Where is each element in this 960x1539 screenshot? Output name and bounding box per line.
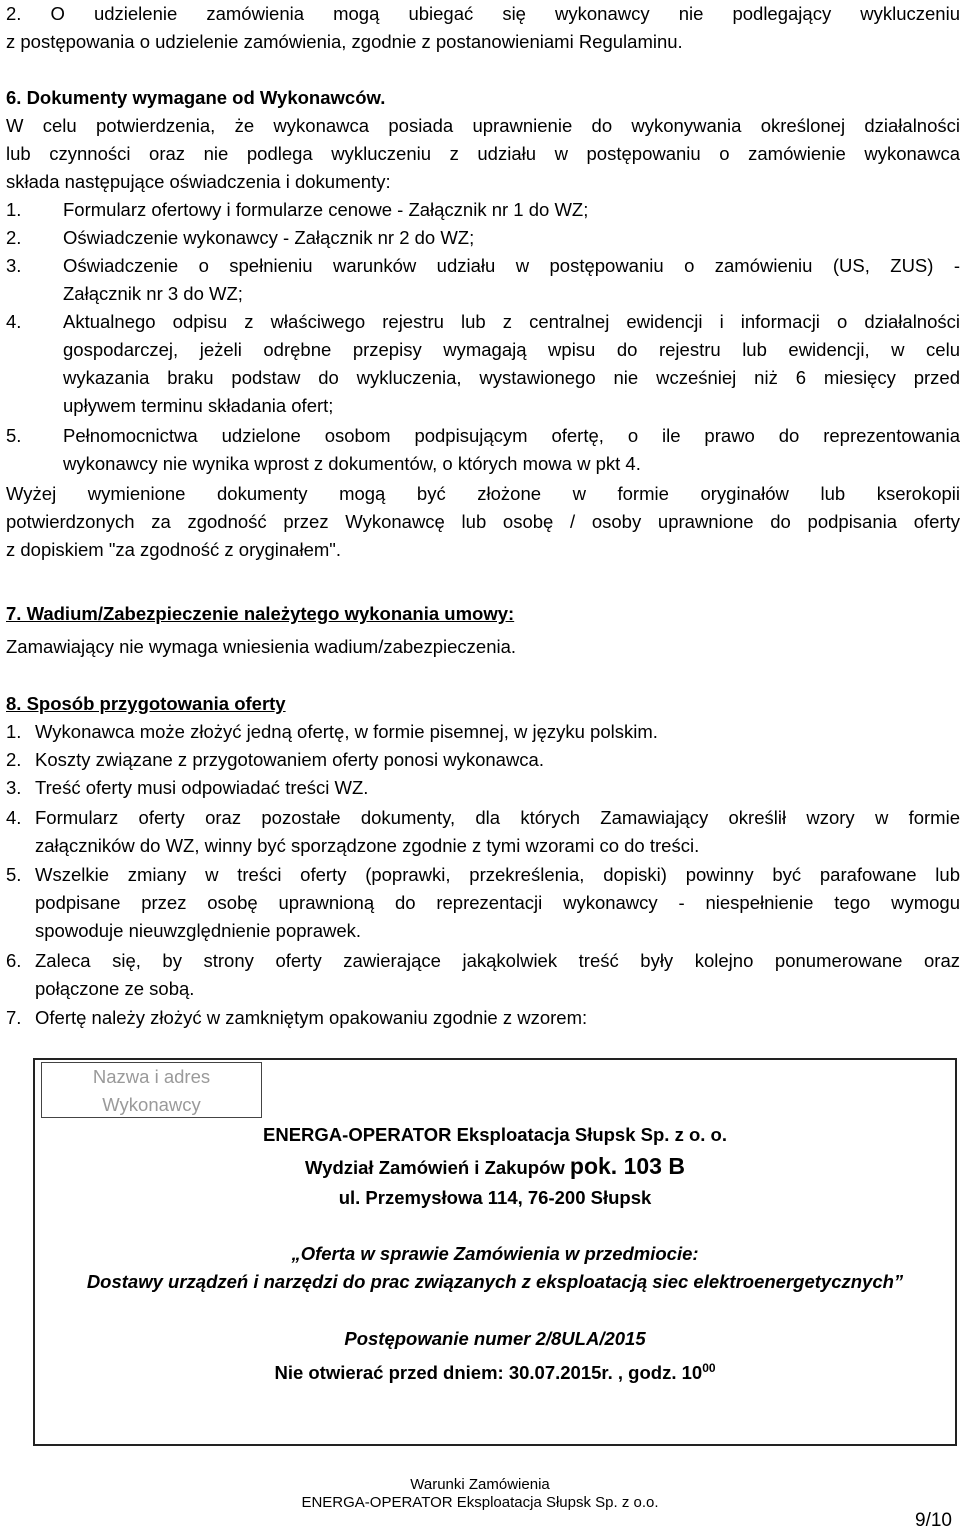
page-number: 9/10: [915, 1510, 952, 1531]
footer-title: Warunki Zamówienia: [410, 1476, 550, 1493]
section-6-intro-line: składa następujące oświadczenia i dokumenty:: [6, 171, 391, 192]
offer-subject: „Oferta w sprawie Zamówienia w przedmiocie:: [291, 1243, 699, 1264]
sender-label-line: Wykonawcy: [102, 1094, 201, 1115]
para-2-line-1: 2. O udzielenie zamówienia mogą ubiegać się wykonawcy nie podlegający wykluczeniu: [6, 3, 960, 24]
closing-line: z dopiskiem "za zgodność z oryginałem".: [6, 539, 341, 560]
section-8-heading: 8. Sposób przygotowania oferty: [6, 693, 286, 714]
list-item-text: Treść oferty musi odpowiadać treści WZ.: [35, 777, 369, 798]
list-item-text: spowoduje nieuwzględnienie poprawek.: [35, 920, 362, 941]
sender-label-line: Nazwa i adres: [92, 1066, 211, 1087]
list-item-text: upływem terminu składania ofert;: [63, 395, 334, 416]
list-item-text: wykazania braku podstaw do wykluczenia, wystawionego nie wcześniej niż 6 miesięcy przed: [63, 367, 960, 388]
list-number: 2.: [6, 749, 22, 770]
list-number: 3.: [6, 255, 22, 276]
list-number: 2.: [6, 227, 22, 248]
list-number: 4.: [6, 311, 22, 332]
section-7-text: Zamawiający nie wymaga wniesienia wadium/zabezpieczenia.: [6, 636, 517, 657]
list-item-text: Koszty związane z przygotowaniem oferty ponosi wykonawca.: [35, 749, 544, 770]
list-number: 6.: [6, 950, 22, 971]
list-item-text: wykonawcy nie wynika wprost z dokumentów, o których mowa w pkt 4.: [63, 453, 641, 474]
list-item-text: Załącznik nr 3 do WZ;: [63, 283, 243, 304]
sender-address-box: [41, 1062, 262, 1118]
list-number: 1.: [6, 721, 22, 742]
procedure-number: Postępowanie numer 2/8ULA/2015: [344, 1328, 646, 1349]
list-number: 1.: [6, 199, 22, 220]
room-number: pok. 103 B: [569, 1153, 685, 1179]
list-number: 4.: [6, 807, 22, 828]
list-item-text: gospodarczej, jeżeli odrębne przepisy wymagają wpisu do rejestru lub ewidencji, w celu: [63, 339, 960, 360]
list-item-text: Aktualnego odpisu z właściwego rejestru lub z centralnej ewidencji i informacji o działalności: [63, 311, 960, 332]
list-item-text: Ofertę należy złożyć w zamkniętym opakowaniu zgodnie z wzorem:: [35, 1007, 588, 1028]
section-6-intro-line: lub czynności oraz nie podlega wykluczeniu z udziału w postępowaniu o zamówienie wykonawca: [6, 143, 960, 164]
do-not-open-notice: [33, 1354, 957, 1387]
closing-line: potwierdzonych za zgodność przez Wykonawcę lub osobę / osoby uprawnione do podpisania oferty: [6, 511, 960, 532]
list-number: 3.: [6, 777, 22, 798]
do-not-open-text: Nie otwierać przed dniem: 30.07.2015r. , godz. 10: [274, 1362, 703, 1384]
list-item-text: Pełnomocnictwa udzielone osobom podpisującym ofertę, o ile prawo do reprezentowania: [63, 425, 960, 446]
footer-company: ENERGA-OPERATOR Eksploatacja Słupsk Sp. z o.o.: [301, 1494, 659, 1511]
list-item-text: podpisane przez osobę uprawnioną do reprezentacji wykonawcy - niespełnienie tego wymogu: [35, 892, 960, 913]
time-minutes: 00: [702, 1361, 716, 1375]
recipient-company: ENERGA-OPERATOR Eksploatacja Słupsk Sp. z o. o.: [263, 1124, 727, 1145]
list-item-text: załączników do WZ, winny być sporządzone zgodnie z tymi wzorami co do treści.: [35, 835, 700, 856]
list-item-text: Oświadczenie wykonawcy - Załącznik nr 2 do WZ;: [63, 227, 475, 248]
recipient-department: [33, 1152, 957, 1182]
list-item-text: Wykonawca może złożyć jedną ofertę, w formie pisemnej, w języku polskim.: [35, 721, 658, 742]
para-2-line-2: z postępowania o udzielenie zamówienia, zgodnie z postanowieniami Regulaminu.: [6, 31, 683, 52]
recipient-street: ul. Przemysłowa 114, 76-200 Słupsk: [338, 1187, 652, 1208]
list-item-text: Formularz ofertowy i formularze cenowe - Załącznik nr 1 do WZ;: [63, 199, 589, 220]
closing-line: Wyżej wymienione dokumenty mogą być złożone w formie oryginałów lub kserokopii: [6, 483, 960, 504]
list-number: 5.: [6, 864, 22, 885]
section-6-heading: 6. Dokumenty wymagane od Wykonawców.: [6, 87, 386, 108]
list-item-text: Zaleca się, by strony oferty zawierające jakąkolwiek treść były kolejno ponumerowane oraz: [35, 950, 960, 971]
section-6-intro-line: W celu potwierdzenia, że wykonawca posiada uprawnienie do wykonywania określonej działalności: [6, 115, 960, 136]
list-item-text: połączone ze sobą.: [35, 978, 195, 999]
list-number: 7.: [6, 1007, 22, 1028]
department-name: Wydział Zamówień i Zakupów: [305, 1157, 570, 1178]
section-7-heading: 7. Wadium/Zabezpieczenie należytego wykonania umowy:: [6, 603, 515, 624]
list-item-text: Formularz oferty oraz pozostałe dokumenty, dla których Zamawiający określił wzory w formie: [35, 807, 960, 828]
list-item-text: Wszelkie zmiany w treści oferty (poprawki, przekreślenia, dopiski) powinny być parafowane lub: [35, 864, 960, 885]
offer-subject-detail: Dostawy urządzeń i narzędzi do prac związanych z eksploatacją siec elektroenergetycznych”: [86, 1271, 904, 1292]
list-item-text: Oświadczenie o spełnieniu warunków udziału w postępowaniu o zamówieniu (US, ZUS) -: [63, 255, 960, 276]
list-number: 5.: [6, 425, 22, 446]
